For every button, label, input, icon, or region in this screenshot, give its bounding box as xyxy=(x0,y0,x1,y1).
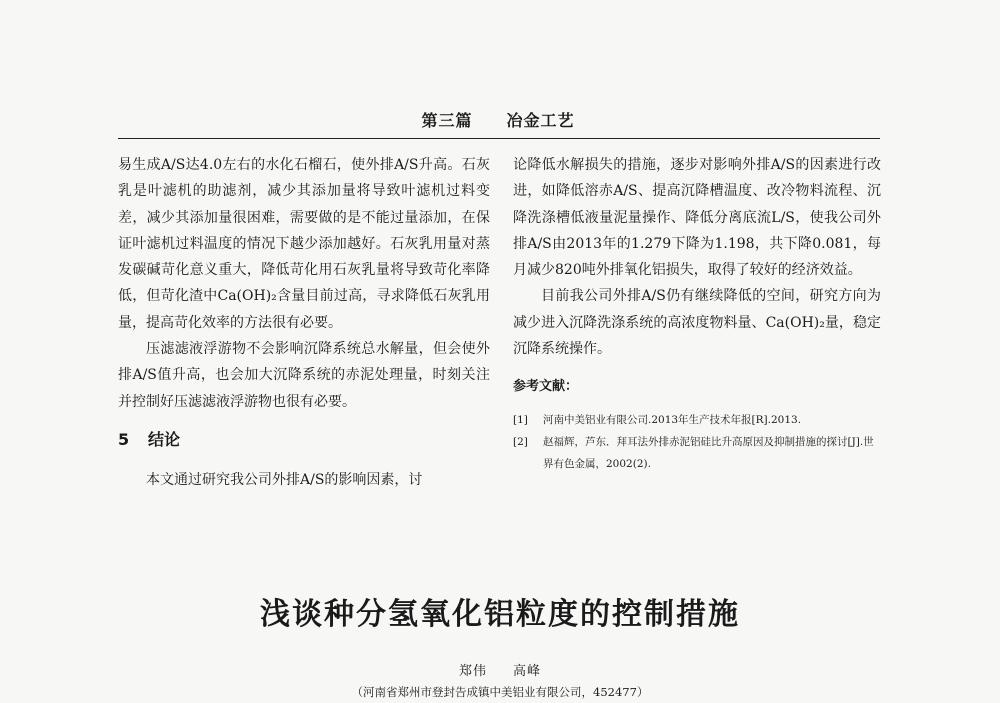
authors xyxy=(0,660,1000,679)
running-header xyxy=(118,108,878,131)
reference-text: 河南中美铝业有限公司.2013年生产技术年报[R].2013. xyxy=(543,413,802,426)
author-name: 高峰 xyxy=(513,664,542,679)
author-affiliation: （河南省郑州市登封告成镇中美铝业有限公司，452477） xyxy=(351,685,649,699)
reference-item xyxy=(513,431,881,475)
reference-item xyxy=(513,409,881,431)
reference-text: 赵福辉，芦东．拜耳法外排赤泥铝硅比升高原因及抑制措施的探讨[J].世界有色金属，2002(2). xyxy=(543,435,874,470)
body-paragraph: 易生成A/S达4.0左右的水化石榴石，使外排A/S升高。石灰乳是叶滤机的助滤剂，减少其添加量将导致叶滤机过料变差，减少其添加量很困难，需要做的是不能过量添加，在保证叶滤机过料温度的情况下越少添加越好。石灰乳用量对蒸发碳碱苛化意义重大，降低苛化用石灰乳量将导致苛化率降低，但苛化渣中Ca(OH)₂含量目前过高，寻求降低石灰乳用量，提高苛化效率的方法很有必要。 xyxy=(118,157,490,331)
section-title: 结论 xyxy=(148,429,181,449)
references-heading: 参考文献： xyxy=(513,379,579,395)
right-column xyxy=(513,152,881,475)
header-part: 第三篇 xyxy=(421,111,473,130)
author-name: 郑伟 xyxy=(458,664,487,679)
left-column xyxy=(118,152,490,494)
header-rule xyxy=(118,138,880,139)
reference-tag: [2] xyxy=(513,435,528,448)
body-paragraph: 目前我公司外排A/S仍有继续降低的空间，研究方向为减少进入沉降洗涤系统的高浓度物料量、Ca(OH)₂量，稳定沉降系统操作。 xyxy=(513,288,881,358)
body-paragraph: 本文通过研究我公司外排A/S的影响因素，讨 xyxy=(146,472,423,489)
body-paragraph: 压滤滤液浮游物不会影响沉降系统总水解量，但会使外排A/S值升高，也会加大沉降系统的赤泥处理量，时刻关注并控制好压滤滤液浮游物也很有必要。 xyxy=(118,341,490,410)
reference-tag: [1] xyxy=(513,413,528,426)
header-section: 冶金工艺 xyxy=(506,111,575,130)
section-heading xyxy=(118,427,490,453)
section-number: 5 xyxy=(118,429,130,449)
article-title: 浅谈种分氢氧化铝粒度的控制措施 xyxy=(260,597,740,632)
reference-list xyxy=(513,409,881,475)
body-paragraph: 论降低水解损失的措施，逐步对影响外排A/S的因素进行改进，如降低溶赤A/S、提高沉降槽温度、改冷物料流程、沉降洗涤槽低液量泥量操作、降低分离底流L/S，使我公司外排A/S由2013年的1.279下降为1.198，共下降0.081，每月减少820吨外排氧化铝损失，取得了较好的经济效益。 xyxy=(513,157,881,279)
